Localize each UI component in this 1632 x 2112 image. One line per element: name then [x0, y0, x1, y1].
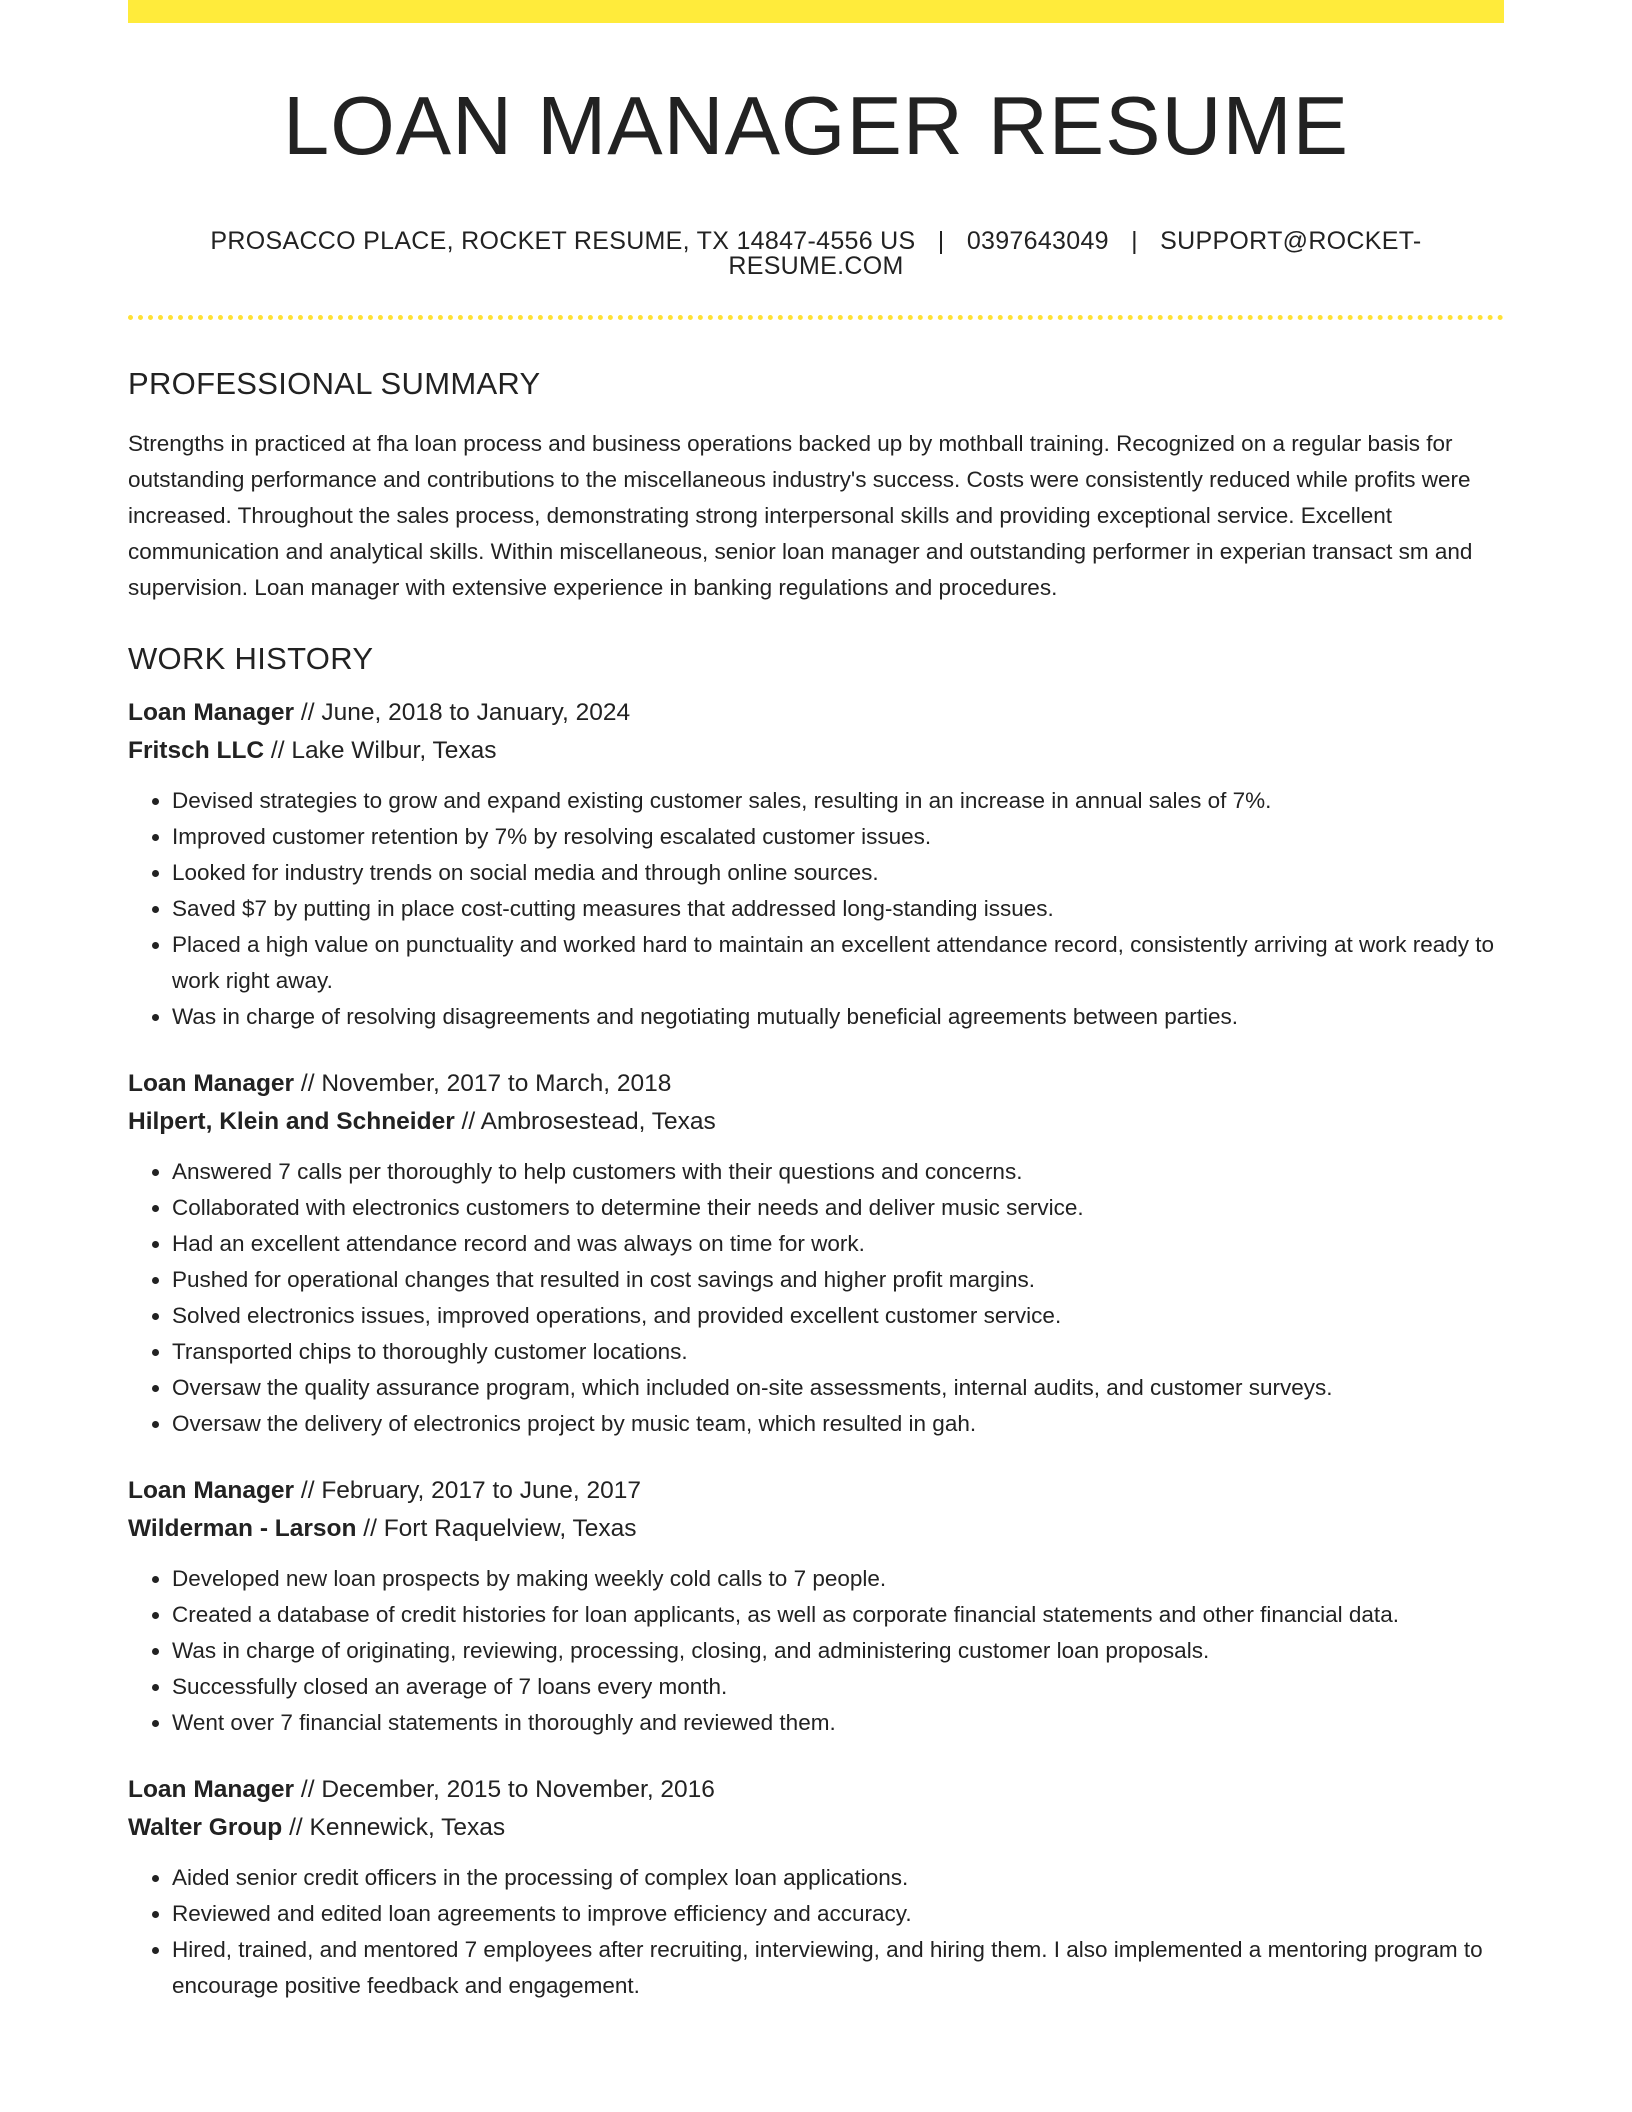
job-separator: //: [294, 1477, 322, 1504]
job-title-line: [128, 694, 1504, 732]
job-bullet: • Hired, trained, and mentored 7 employees after recruiting, interviewing, and hiring them. I also implemented a mentoring program to encourage positive feedback and engagement.: [172, 1932, 1504, 2004]
job-bullet: • Went over 7 financial statements in thoroughly and reviewed them.: [172, 1705, 1504, 1741]
job-separator: //: [294, 1776, 322, 1803]
job-bullet: • Collaborated with electronics customers to determine their needs and deliver music service.: [172, 1190, 1504, 1226]
contact-address: PROSACCO PLACE, ROCKET RESUME, TX 14847-4556 US: [210, 227, 916, 255]
job-title: Loan Manager: [128, 1070, 295, 1097]
dotted-divider: [128, 315, 1504, 320]
job-bullet: • Transported chips to thoroughly customer locations.: [172, 1334, 1504, 1370]
job-bullet: • Oversaw the delivery of electronics project by music team, which resulted in gah.: [172, 1406, 1504, 1442]
job-dates: December, 2015 to November, 2016: [321, 1776, 715, 1803]
job-company: Fritsch LLC: [128, 737, 265, 764]
job-location: Kennewick, Texas: [309, 1814, 506, 1841]
job-dates: February, 2017 to June, 2017: [321, 1477, 641, 1504]
job-bullet: • Looked for industry trends on social media and through online sources.: [172, 855, 1504, 891]
job-company-line: [128, 1510, 1504, 1548]
job-bullet: • Placed a high value on punctuality and worked hard to maintain an excellent attendance record, consistently arriving at work ready to work right away.: [172, 927, 1504, 999]
job-entry: [128, 1065, 1504, 1442]
job-bullet: • Oversaw the quality assurance program, which included on-site assessments, internal audits, and customer surveys.: [172, 1370, 1504, 1406]
resume-page: [128, 23, 1504, 2004]
job-bullet: • Improved customer retention by 7% by resolving escalated customer issues.: [172, 819, 1504, 855]
job-separator: //: [294, 1070, 322, 1097]
job-bullet: • Aided senior credit officers in the processing of complex loan applications.: [172, 1860, 1504, 1896]
job-title: Loan Manager: [128, 699, 295, 726]
job-dates: June, 2018 to January, 2024: [321, 699, 631, 726]
job-company-line: [128, 1809, 1504, 1847]
job-bullet-list: [128, 1154, 1504, 1442]
summary-text: Strengths in practiced at fha loan process and business operations backed up by mothball training. Recognized on a regular basis for outstanding performance and contributions to the miscellaneous industry's success. Costs were consistently reduced while profits were increased. Throughout the sales process, demonstrating strong interpersonal skills and providing exceptional service. Excellent communication and analytical skills. Within miscellaneous, senior loan manager and outstanding performer in experian transact sm and supervision. Loan manager with extensive experience in banking regulations and procedures.: [128, 431, 1473, 600]
job-location: Ambrosestead, Texas: [480, 1108, 716, 1135]
job-title-line: [128, 1472, 1504, 1510]
job-location: Fort Raquelview, Texas: [383, 1515, 637, 1542]
job-entry: [128, 1472, 1504, 1741]
work-history-heading: WORK HISTORY: [128, 641, 374, 676]
contact-separator: |: [937, 227, 945, 255]
job-bullet: • Devised strategies to grow and expand existing customer sales, resulting in an increase in annual sales of 7%.: [172, 783, 1504, 819]
job-dates: November, 2017 to March, 2018: [321, 1070, 672, 1097]
contact-line: [128, 229, 1504, 279]
job-bullet: • Created a database of credit histories for loan applicants, as well as corporate financial statements and other financial data.: [172, 1597, 1504, 1633]
job-bullet-list: [128, 1860, 1504, 2004]
resume-title: LOAN MANAGER RESUME: [283, 79, 1349, 172]
job-bullet: • Reviewed and edited loan agreements to improve efficiency and accuracy.: [172, 1896, 1504, 1932]
job-title-line: [128, 1771, 1504, 1809]
job-company-line: [128, 1103, 1504, 1141]
job-bullet: • Developed new loan prospects by making weekly cold calls to 7 people.: [172, 1561, 1504, 1597]
job-separator: //: [356, 1515, 384, 1542]
job-bullet: • Answered 7 calls per thoroughly to help customers with their questions and concerns.: [172, 1154, 1504, 1190]
job-entry: [128, 1771, 1504, 2004]
job-separator: //: [294, 699, 322, 726]
work-history-list: [128, 694, 1504, 2004]
job-bullet-list: [128, 783, 1504, 1035]
job-separator: //: [454, 1108, 481, 1135]
job-separator: //: [264, 737, 292, 764]
job-company: Walter Group: [128, 1814, 283, 1841]
job-company-line: [128, 732, 1504, 770]
job-bullet-list: [128, 1561, 1504, 1741]
job-bullet: • Solved electronics issues, improved operations, and provided excellent customer service.: [172, 1298, 1504, 1334]
job-bullet: • Had an excellent attendance record and was always on time for work.: [172, 1226, 1504, 1262]
job-title: Loan Manager: [128, 1477, 295, 1504]
job-bullet: • Was in charge of originating, reviewing, processing, closing, and administering customer loan proposals.: [172, 1633, 1504, 1669]
job-company: Wilderman - Larson: [128, 1515, 357, 1542]
job-bullet: • Was in charge of resolving disagreements and negotiating mutually beneficial agreements between parties.: [172, 999, 1504, 1035]
job-title: Loan Manager: [128, 1776, 295, 1803]
summary-heading: PROFESSIONAL SUMMARY: [128, 366, 541, 401]
job-title-line: [128, 1065, 1504, 1103]
job-bullet: • Successfully closed an average of 7 loans every month.: [172, 1669, 1504, 1705]
contact-email: SUPPORT@ROCKET-RESUME.COM: [728, 227, 1422, 280]
job-bullet: • Pushed for operational changes that resulted in cost savings and higher profit margins.: [172, 1262, 1504, 1298]
job-entry: [128, 694, 1504, 1035]
job-separator: //: [282, 1814, 310, 1841]
contact-separator: |: [1131, 227, 1138, 255]
job-bullet: • Saved $7 by putting in place cost-cutting measures that addressed long-standing issues.: [172, 891, 1504, 927]
job-company: Hilpert, Klein and Schneider: [128, 1108, 455, 1135]
top-accent-bar: [128, 0, 1504, 23]
job-location: Lake Wilbur, Texas: [291, 737, 497, 764]
contact-phone: 0397643049: [966, 227, 1109, 255]
